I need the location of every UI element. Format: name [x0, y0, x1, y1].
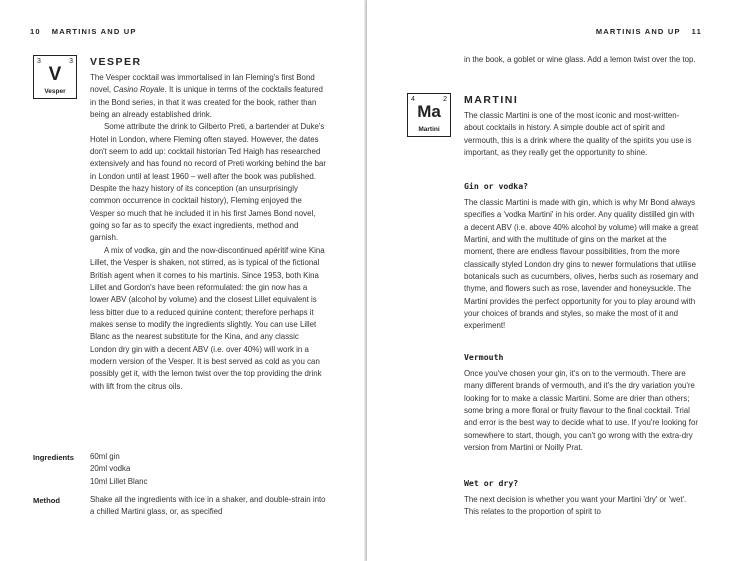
vesper-paragraph-3: A mix of vodka, gin and the now-discontinued apéritif wine Kina Lillet, the Vesper is shaken, not stirred, as is typical of the fictional British agent when it comes to his martinis. Since 1953, both Kina Lillet and Gordon's have been reformulated: the gin now has a lower ABV (alcohol by volume) and the closest Lillet equivalent is less bitter due to a reduced quinine content; therefore perhaps it makes sense to modify the ingredients slightly. You can use Lillet Blanc as the nearest substitute for the Kina, and any classic London dry gin with a decent ABV (i.e. over 40%) will work in a modern version of the Vesper. It is best served as cold as you can possibly get it, with the lemon twist over the top providing the drink with lift from the citrus oils.	[90, 245, 325, 391]
wet-or-dry-heading: Wet or dry?	[464, 478, 519, 488]
vesper-paragraph-2: Some attribute the drink to Gilberto Preti, a bartender at Duke's Hotel in London, where Fleming often stayed. However, the dates don't seem to add up: cocktail historian Ted Haigh has researched extensively and has found no record of Preti working behind the bar in London until at least 1960 – well after the book was published. Despite the hazy history of its conception (an unsurprisingly common occurrence in cocktail history), Fleming enjoyed the Vesper so much that he included it in his first James Bond novel, going so far as to specify the exact ingredients, method and garnish.	[90, 122, 326, 243]
vesper-continuation: in the book, a goblet or wine glass. Add a lemon twist over the top.	[464, 55, 696, 64]
tile-number-left: 3	[37, 58, 41, 65]
ingredient-item: 10ml Lillet Blanc	[90, 476, 148, 486]
tile-symbol: Ma	[417, 102, 441, 121]
right-running-head	[596, 27, 702, 36]
tile-number-right: 3	[69, 58, 73, 65]
vesper-body	[90, 72, 327, 393]
ingredient-item: 20ml vodka	[90, 464, 131, 474]
martini-element-tile	[407, 93, 451, 137]
tile-number-right: 2	[443, 96, 447, 103]
tile-caption: Martini	[418, 126, 440, 133]
vermouth-text: Once you've chosen your gin, it's on to the vermouth. There are many different brands of vermouth, and it's the dry variation you're looking for to make a classic Martini. Some are drier than others; some bring a more floral or fruity flavour to the final cocktail. Trial and error is the best way to decide what to use. If you're looking for somewhere to start, though, you can't go wrong with the extra-dry version from Martini or Noilly Prat.	[464, 369, 698, 453]
wet-or-dry-text: The next decision is whether you want your Martini 'dry' or 'wet'. This relates to the proportion of spirit to	[464, 495, 687, 517]
method-label: Method	[33, 496, 60, 505]
vesper-title: VESPER	[90, 56, 142, 68]
ingredients-label: Ingredients	[33, 453, 74, 462]
left-running-head-text: MARTINIS AND UP	[51, 27, 137, 36]
martini-title: MARTINI	[464, 94, 519, 106]
ingredient-item: 60ml gin	[90, 452, 120, 461]
vermouth-heading: Vermouth	[464, 352, 504, 362]
left-page-number: 10	[30, 27, 41, 36]
right-page-number: 11	[691, 27, 702, 36]
vesper-paragraph-1: The Vesper cocktail was immortalised in Ian Fleming's first Bond novel, Casino Royale. It is unique in terms of the cocktails featured in the Bond series, in that it was created for the book, rather than being an already established drink.	[90, 73, 323, 120]
tile-number-left: 4	[411, 96, 415, 103]
martini-intro: The classic Martini is one of the most iconic and most-written-about cocktails in history. A simple double act of spirit and vermouth, this is a drink where the quality of the spirits you use is important, as they really get the opportunity to shine.	[464, 111, 692, 158]
method-text: Shake all the ingredients with ice in a shaker, and double-strain into a chilled Martini glass, or, as specified	[90, 495, 326, 517]
ingredients-list	[90, 451, 327, 488]
gin-or-vodka-text: The classic Martini is made with gin, which is why Mr Bond always specifies a 'vodka Martini' in his order. Any quality distilled gin with a decent ABV (i.e. above 40% alcohol by volume) will make a great Martini, and with the multitude of gins on the market at the moment, there are endless flavour possibilities, from the more classically styled London dry gins to newer formulations that utilise botanicals such as cucumbers, olives, herbs such as rosemary and thyme, and flowers such as rose, lavender and honeysuckle. The Martini provides the perfect opportunity for you to play around with your choices of brands and styles, so make the most of it and experiment!	[464, 198, 699, 331]
book-title: Casino Royale	[113, 85, 165, 95]
gin-or-vodka-heading: Gin or vodka?	[464, 181, 529, 191]
left-running-head	[30, 27, 137, 36]
tile-symbol: V	[48, 64, 62, 85]
tile-caption: Vesper	[44, 88, 66, 95]
right-page	[367, 0, 732, 561]
vesper-element-tile	[33, 55, 77, 99]
right-running-head-text: MARTINIS AND UP	[595, 27, 681, 36]
left-page	[0, 0, 364, 561]
